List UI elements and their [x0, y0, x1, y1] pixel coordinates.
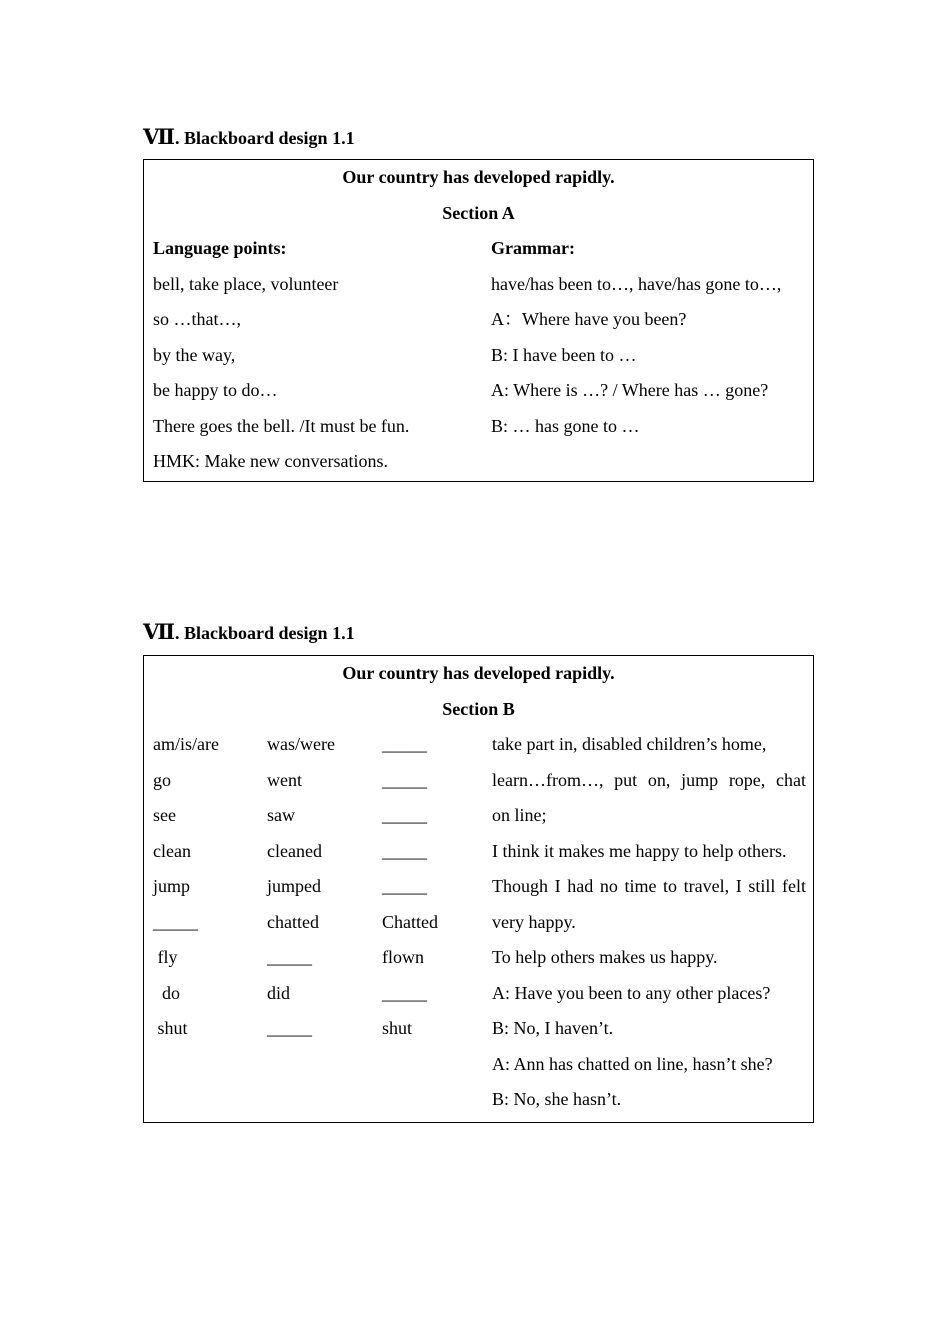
verb-base: _____	[153, 911, 198, 932]
phrase-line: take part in, disabled children’s home,	[492, 734, 767, 754]
board-row	[144, 338, 813, 374]
verb-past: jumped	[267, 876, 321, 896]
phrases-column	[492, 727, 808, 1118]
verb-participle: _____	[382, 876, 427, 896]
board-title: Our country has developed rapidly.	[342, 167, 615, 187]
verb-base: jump	[153, 876, 191, 896]
verb-participle: _____	[382, 840, 427, 861]
section-b-body	[144, 727, 813, 1117]
language-point: bell, take place, volunteer	[153, 273, 339, 294]
dialogue-line: B: No, I haven’t.	[492, 1018, 614, 1038]
verb-participle: flown	[382, 947, 424, 967]
verb-row	[144, 727, 484, 763]
phrase-line: on line;	[492, 805, 547, 825]
grammar-point: have/has been to…, have/has gone to…,	[491, 273, 782, 294]
verb-base: do	[153, 982, 180, 1003]
verb-row	[144, 905, 484, 941]
dialogue-line: A: Ann has chatted on line, hasn’t she?	[492, 1053, 773, 1074]
grammar-point: A: Where is …? / Where has … gone?	[491, 380, 769, 400]
board-row	[144, 267, 813, 303]
verb-base: fly	[153, 947, 178, 967]
verb-past: _____	[267, 1018, 312, 1038]
verb-past: did	[267, 982, 291, 1003]
phrase-line	[492, 869, 808, 905]
verb-base: go	[153, 769, 171, 790]
language-point: be happy to do…	[153, 380, 278, 400]
heading-2-roman: Ⅶ	[143, 620, 176, 644]
verb-past: saw	[267, 805, 295, 825]
verb-row	[144, 834, 484, 870]
verb-participle: _____	[382, 734, 427, 754]
verb-participle: _____	[382, 982, 427, 1003]
dialogue-line: B: No, she hasn’t.	[492, 1089, 622, 1109]
phrase-line-text: Though I had no time to travel, I still felt	[492, 876, 806, 896]
phrase-line-text: learn…from…, put on, jump rope, chat	[492, 769, 806, 790]
section-label: Section A	[442, 202, 515, 223]
verb-past: _____	[267, 947, 312, 967]
grammar-point: A：Where have you been?	[491, 309, 687, 329]
board-title: Our country has developed rapidly.	[342, 663, 615, 683]
dialogue-line: A: Have you been to any other places?	[492, 982, 771, 1003]
blackboard-section-a	[143, 159, 814, 482]
verb-participle: shut	[382, 1018, 413, 1038]
verb-row	[144, 763, 484, 799]
heading-2-text: . Blackboard design 1.1	[175, 623, 355, 643]
blackboard-section-b	[143, 655, 814, 1123]
grammar-point: B: I have been to …	[491, 344, 637, 365]
section-label: Section B	[442, 698, 515, 719]
verb-table	[144, 727, 484, 1047]
verb-participle: Chatted	[382, 911, 438, 932]
board-row	[144, 444, 813, 480]
verb-row	[144, 940, 484, 976]
phrase-line	[492, 763, 808, 799]
board-row	[144, 302, 813, 338]
verb-base: shut	[153, 1018, 188, 1038]
verb-past: went	[267, 769, 302, 790]
phrase-line: I think it makes me happy to help others.	[492, 840, 787, 861]
verb-past: cleaned	[267, 840, 322, 861]
verb-base: am/is/are	[153, 734, 219, 754]
verb-row	[144, 976, 484, 1012]
language-points-header: Language points:	[153, 238, 287, 258]
verb-past: was/were	[267, 734, 335, 754]
heading-1-text: . Blackboard design 1.1	[175, 128, 355, 148]
grammar-header: Grammar:	[491, 238, 575, 258]
language-point: so …that…,	[153, 309, 241, 329]
verb-row	[144, 798, 484, 834]
verb-row	[144, 869, 484, 905]
verb-row	[144, 1011, 484, 1047]
verb-base: clean	[153, 840, 191, 861]
heading-1-roman: Ⅶ	[143, 125, 176, 149]
board-row	[144, 373, 813, 409]
verb-participle: _____	[382, 805, 427, 825]
language-point: There goes the bell. /It must be fun.	[153, 415, 410, 436]
phrase-line: To help others makes us happy.	[492, 947, 718, 967]
homework-line: HMK: Make new conversations.	[153, 451, 388, 471]
heading-2	[143, 621, 355, 644]
verb-participle: _____	[382, 769, 427, 790]
grammar-point: B: … has gone to …	[491, 415, 640, 436]
phrase-line: very happy.	[492, 911, 576, 932]
heading-1	[143, 126, 355, 149]
language-point: by the way,	[153, 344, 236, 365]
header-row	[144, 231, 813, 267]
verb-past: chatted	[267, 911, 319, 932]
verb-base: see	[153, 805, 176, 825]
board-row	[144, 409, 813, 445]
